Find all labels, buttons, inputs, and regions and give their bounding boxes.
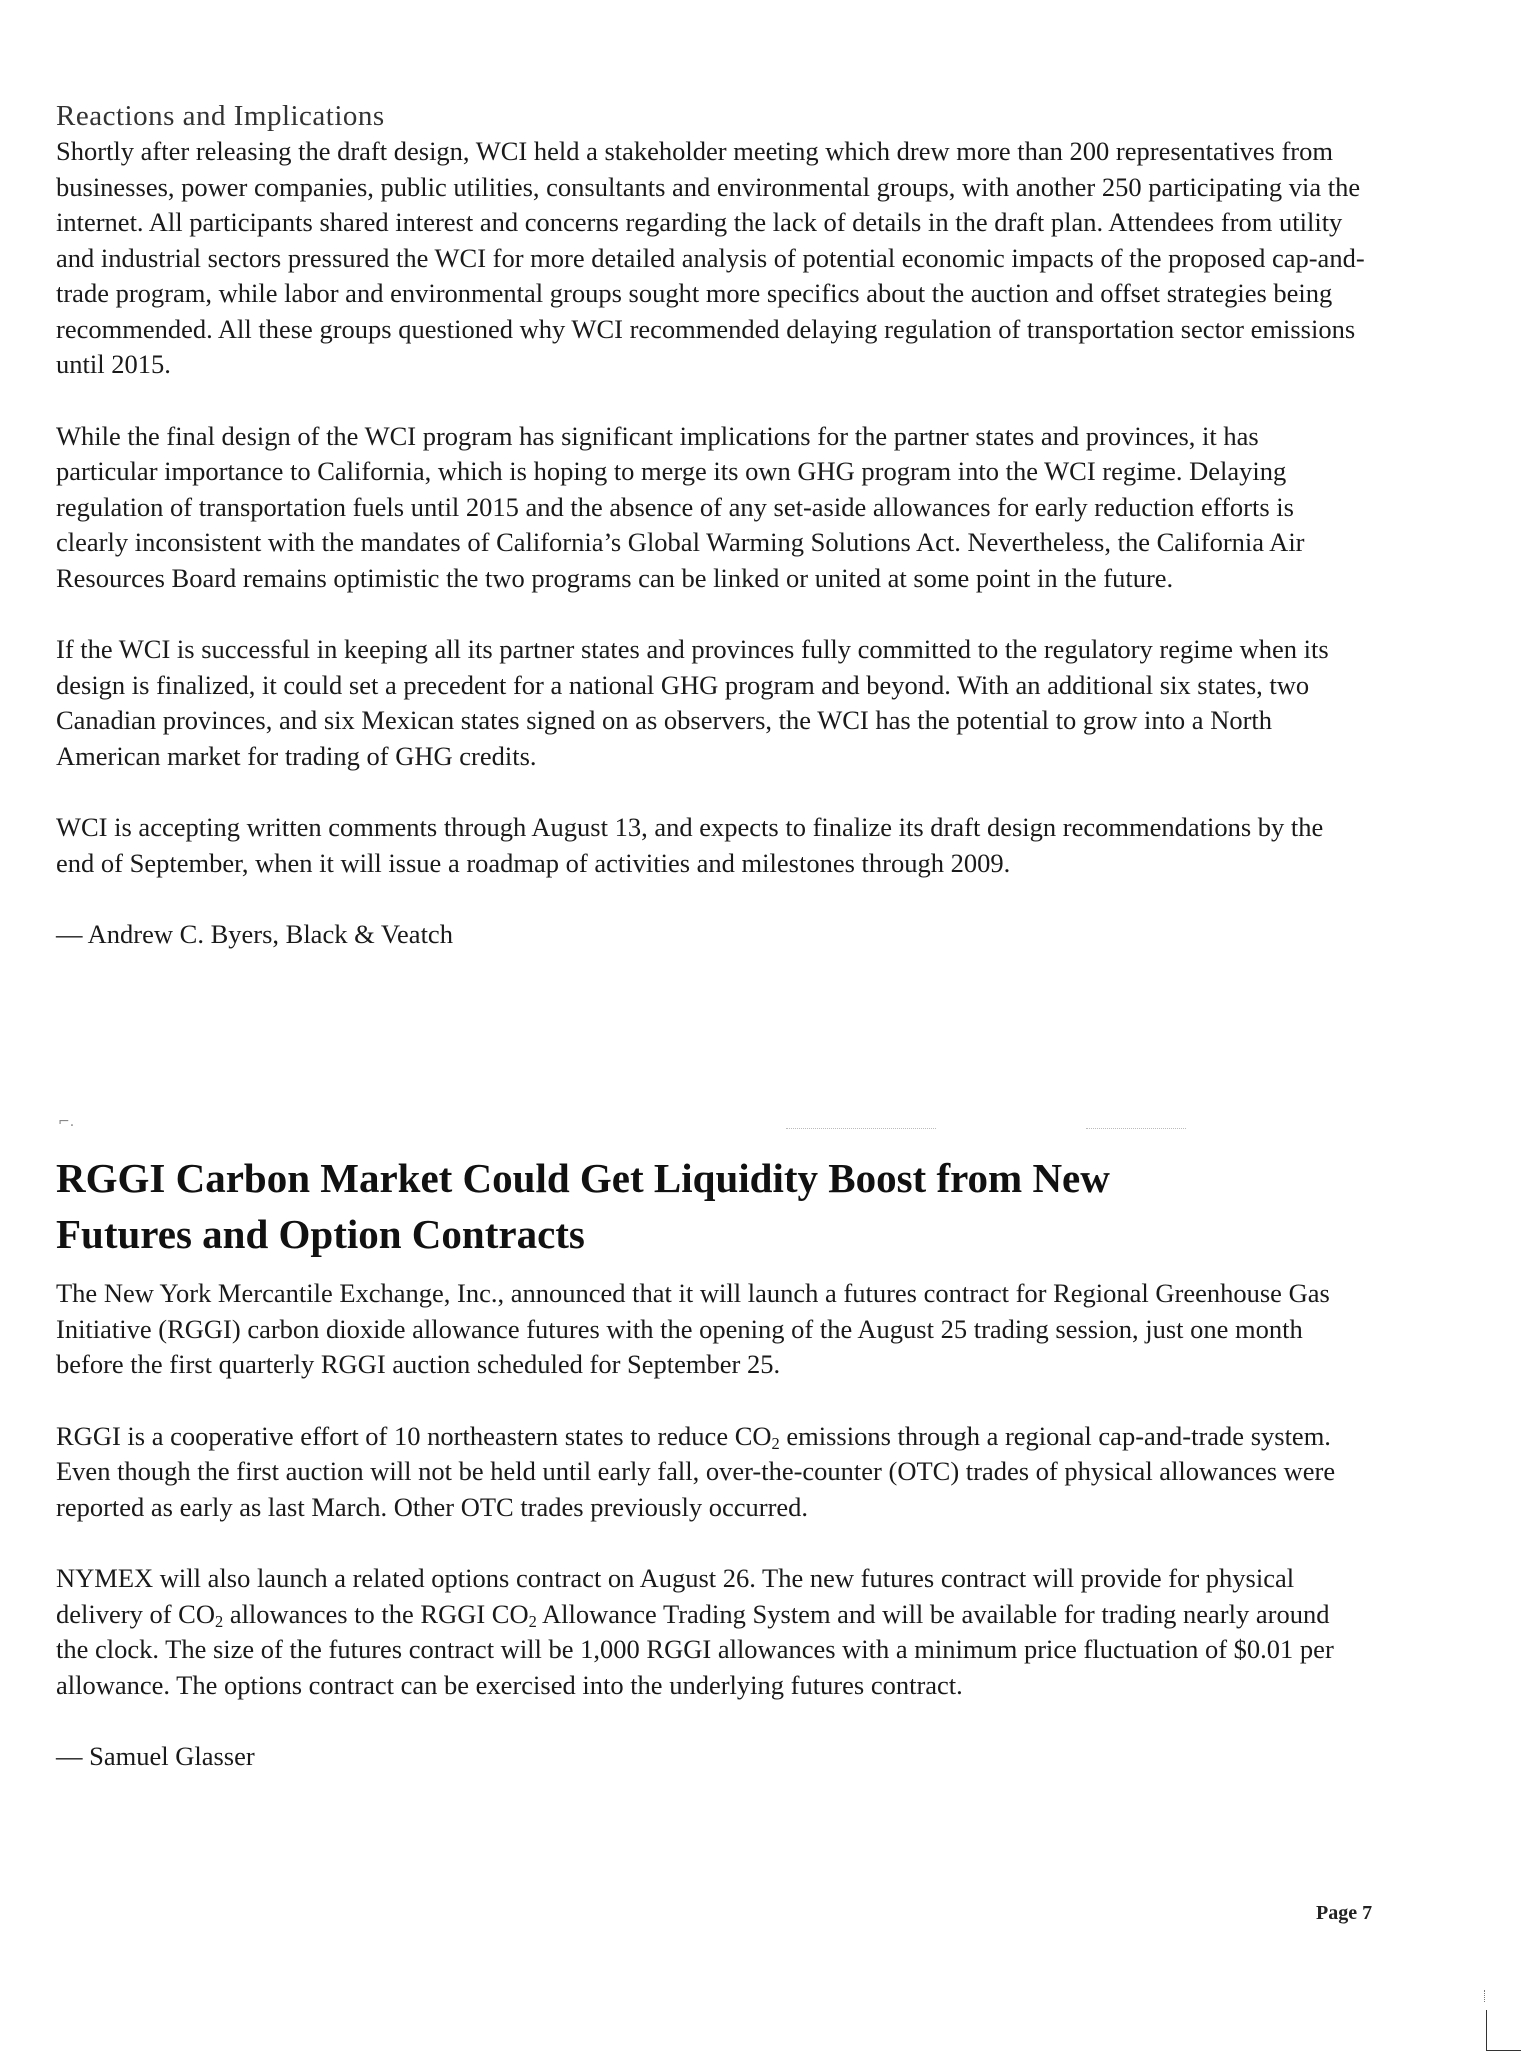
paragraph-comments-deadline: WCI is accepting written comments through August 13, and expects to finalize its draft design recommendations by the end of September, when it will issue a roadmap of activities and milestones through 2009. bbox=[56, 812, 1324, 878]
article-headline bbox=[56, 1150, 1366, 1262]
scan-corner-mark bbox=[1486, 2010, 1521, 2051]
page-number: Page 7 bbox=[1316, 1902, 1373, 1924]
paragraph-rggi-overview: RGGI is a cooperative effort of 10 northeastern states to reduce $CO_2$ emissions through a regional cap-and-trade system. Even though the first auction will not be held until early fall, over-the-counter (OTC) trades of physical allowances were reported as early as last March. Other OTC trades previously occurred. bbox=[56, 1420, 1336, 1522]
paragraph-options-contract: NYMEX will also launch a related options contract on August 26. The new futures contract will provide for physical delivery of $CO_2$ allowances to the RGGI $CO_2$ Allowance Trading System and will be available for trading nearly around the clock. The size of the futures contract will be 1,000 RGGI allowances with a minimum price fluctuation of $0.01 per allowance. The options contract can be exercised into the underlying futures contract. bbox=[56, 1563, 1334, 1700]
headline-line-2: Futures and Option Contracts bbox=[56, 1211, 585, 1257]
byline-glasser: — Samuel Glasser bbox=[56, 1741, 255, 1771]
scan-dotted-rule bbox=[786, 1128, 936, 1131]
scan-corner-tick bbox=[1484, 1990, 1487, 2002]
scan-dotted-rule-2 bbox=[1086, 1128, 1186, 1131]
paragraph-national-precedent: If the WCI is successful in keeping all its partner states and provinces fully committed to the regulatory regime when its design is finalized, it could set a precedent for a national GHG program and beyond. With an additional six states, two Canadian provinces, and six Mexican states signed on as observers, the WCI has the potential to grow into a North American market for trading of GHG credits. bbox=[56, 634, 1329, 771]
byline-byers: — Andrew C. Byers, Black & Veatch bbox=[56, 919, 453, 949]
headline-line-1: RGGI Carbon Market Could Get Liquidity Boost from New bbox=[56, 1155, 1110, 1201]
scan-artifact-mark: ⌐. bbox=[58, 1114, 75, 1130]
paragraph-california-implications: While the final design of the WCI program has significant implications for the partner states and provinces, it has particular importance to California, which is hoping to merge its own GHG program into the WCI regime. Delaying regulation of transportation fuels until 2015 and the absence of any set-aside allowances for early reduction efforts is clearly inconsistent with the mandates of California’s Global Warming Solutions Act. Nevertheless, the California Air Resources Board remains optimistic the two programs can be linked or united at some point in the future. bbox=[56, 420, 1305, 593]
rggi-article bbox=[56, 1150, 1366, 1775]
paragraph-nymex-announcement: The New York Mercantile Exchange, Inc., announced that it will launch a futures contract for Regional Greenhouse Gas Initiative (RGGI) carbon dioxide allowance futures with the opening of the August 25 trading session, just one month before the first quarterly RGGI auction scheduled for September 25. bbox=[56, 1278, 1330, 1379]
wci-article-continuation bbox=[56, 98, 1366, 953]
paragraph-stakeholder-meeting: Shortly after releasing the draft design, WCI held a stakeholder meeting which drew more than 200 representatives from businesses, power companies, public utilities, consultants and environmental groups, with another 250 participating via the internet. All participants shared interest and concerns regarding the lack of details in the draft plan. Attendees from utility and industrial sectors pressured the WCI for more detailed analysis of potential economic impacts of the proposed cap-and-trade program, while labor and environmental groups sought more specifics about the auction and offset strategies being recommended. All these groups questioned why WCI recommended delaying regulation of transportation sector emissions until 2015. bbox=[56, 136, 1365, 379]
section-heading: Reactions and Implications bbox=[56, 100, 385, 132]
